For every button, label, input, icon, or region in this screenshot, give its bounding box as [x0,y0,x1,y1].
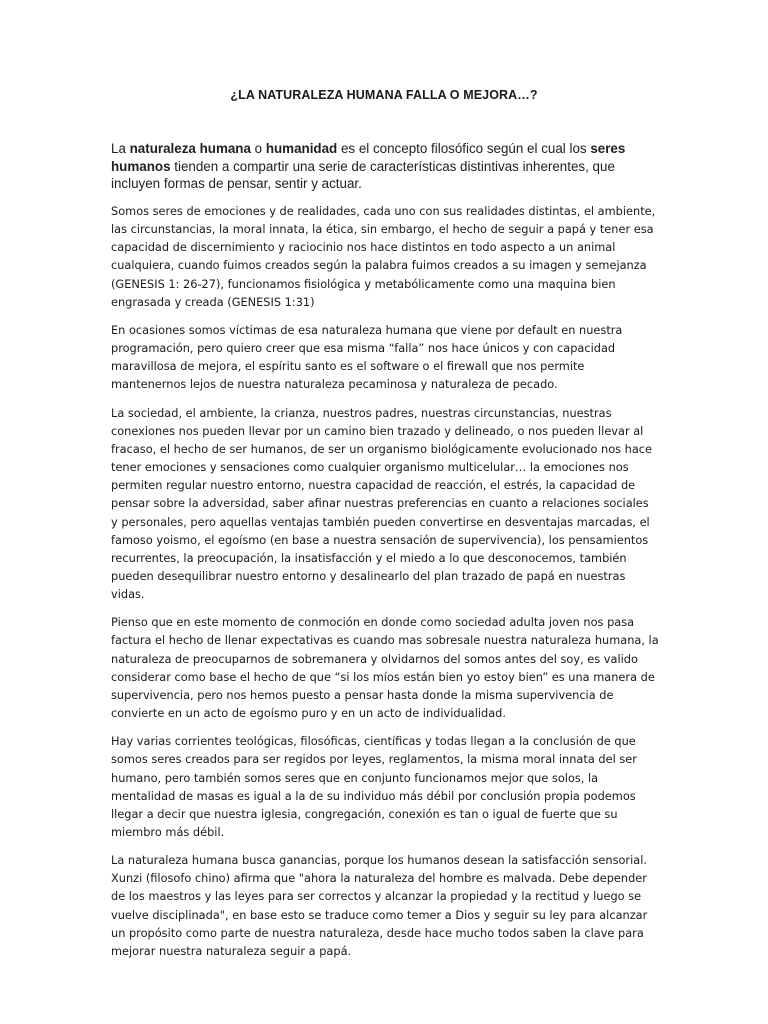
intro-term-humanidad: humanidad [265,141,338,156]
intro-text: tienden a compartir una serie de características distintivas inherentes, que incluyen formas de pensar, sentir y actuar. [111,158,615,192]
intro-paragraph [111,140,651,193]
document-body [111,202,659,970]
body-paragraph-4: Pienso que en este momento de conmoción en donde como sociedad adulta joven nos pasa factura el hecho de llenar expectativas es cuando mas sobresale nuestra naturaleza humana, la naturaleza de preocuparnos de sobremanera y olvidarnos del somos antes del soy, es valido considerar como base el hecho de que “si los míos están bien yo estoy bien” es una manera de supervivencia, pero nos hemos puesto a pensar hasta donde la misma supervivencia de convierte en un acto de egoísmo puro y en un acto de individualidad. [111,615,659,721]
intro-term-seres-humanos: seres humanos [111,141,626,174]
intro-text: o [250,141,266,156]
body-paragraph-5: Hay varias corrientes teológicas, filosóficas, científicas y todas llegan a la conclusión de que somos seres creados para ser regidos por leyes, reglamentos, la misma moral innata del ser humano, pero también somos seres que en conjunto funcionamos mejor que solos, la mentalidad de masas es igual a la de su individuo más débil por conclusión propia podemos llegar a decir que nuestra iglesia, congregación, conexión es tan o igual de fuerte que su miembro más débil. [111,734,637,839]
intro-text: La [111,141,130,156]
intro-text: es el concepto filosófico según el cual los [337,141,591,156]
document-title: ¿LA NATURALEZA HUMANA FALLA O MEJORA…? [230,88,538,102]
body-paragraph-1: Somos seres de emociones y de realidades, cada uno con sus realidades distintas, el ambiente, las circunstancias, la moral innata, la ética, sin embargo, el hecho de seguir a papá y tener esa capacidad de discernimiento y raciocinio nos hace distintos en todo aspecto a un animal cualquiera, cuando fuimos creados según la palabra fuimos creados a su imagen y semejanza (GENESIS 1: 26-27), funcionamos fisiológica y metabólicamente como una maquina bien engrasada y creada (GENESIS 1:31) [111,204,656,309]
body-paragraph-6: La naturaleza humana busca ganancias, porque los humanos desean la satisfacción sensorial. Xunzi (filosofo chino) afirma que "ahora la naturaleza del hombre es malvada. Debe depender de los maestros y las leyes para ser correctos y alcanzar la propiedad y la rectitud y luego se vuelve disciplinada", en base esto se traduce como temer a Dios y seguir su ley para alcanzar un propósito como parte de nuestra naturaleza, desde hace mucho todos saben la clave para mejorar nuestra naturaleza seguir a papá. [111,853,648,958]
body-paragraph-3: La sociedad, el ambiente, la crianza, nuestros padres, nuestras circunstancias, nuestras conexiones nos pueden llevar por un camino bien trazado y delineado, o nos pueden llevar al fracaso, el hecho de ser humanos, de ser un organismo biológicamente evolucionado nos hace tener emociones y sensaciones como cualquier organismo multicelular… la emociones nos permiten regular nuestro entorno, nuestra capacidad de reacción, el estrés, la capacidad de pensar sobre la adversidad, saber afinar nuestras preferencias en cuanto a relaciones sociales y personales, pero aquellas ventajas también pueden convertirse en desventajas marcadas, el famoso yoismo, el egoísmo (en base a nuestra sensación de supervivencia), los pensamientos recurrentes, la preocupación, la insatisfacción y el miedo a lo que desconocemos, también pueden desequilibrar nuestro entorno y desalinearlo del plan trazado de papá en nuestras vidas. [111,405,653,602]
body-paragraph-2: En ocasiones somos víctimas de esa naturaleza humana que viene por default en nuestra programación, pero quiero creer que esa misma “falla” nos hace únicos y con capacidad maravillosa de mejora, el espíritu santo es el software o el firewall que nos permite mantenernos lejos de nuestra naturaleza pecaminosa y naturaleza de pecado. [111,322,623,392]
intro-term-naturaleza-humana: naturaleza humana [129,141,251,156]
